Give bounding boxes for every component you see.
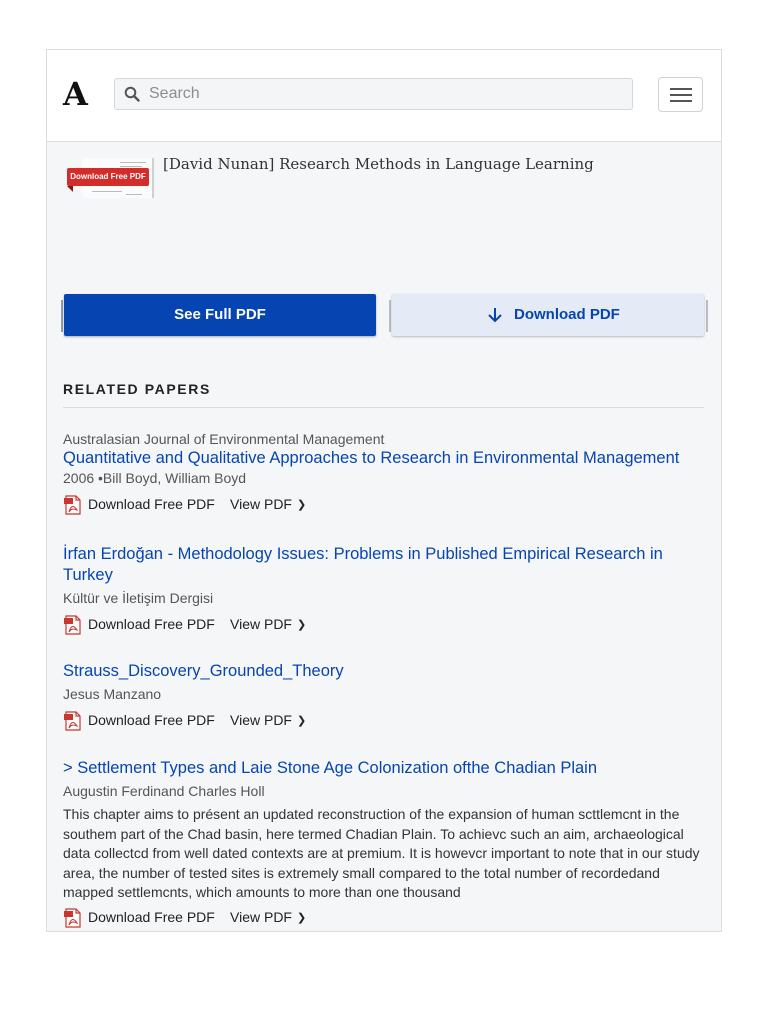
button-edge: [61, 300, 63, 332]
hamburger-menu-icon: [670, 100, 692, 102]
menu-button[interactable]: [658, 77, 703, 112]
search-box[interactable]: [114, 78, 633, 110]
related-paper-item: [63, 661, 708, 732]
pdf-file-icon: [63, 711, 83, 731]
pdf-file-icon: [63, 908, 83, 928]
hamburger-menu-icon: [670, 88, 692, 90]
button-edge: [389, 300, 391, 332]
search-icon: [124, 86, 140, 102]
related-papers-heading: RELATED PAPERS: [63, 381, 211, 397]
search-input[interactable]: [149, 79, 619, 109]
paper-meta: Jesus Manzano: [63, 686, 162, 702]
paper-meta: Augustin Ferdinand Charles Holl: [63, 783, 265, 799]
document-thumbnail[interactable]: [64, 158, 154, 198]
download-free-pdf-link[interactable]: Download Free PDF: [88, 712, 215, 728]
download-free-pdf-link[interactable]: Download Free PDF: [88, 496, 215, 512]
see-full-pdf-button[interactable]: See Full PDF: [64, 294, 376, 336]
document-header: [64, 155, 704, 208]
chevron-right-icon: ❯: [296, 911, 307, 924]
paper-actions: [63, 710, 708, 732]
view-pdf-link[interactable]: [230, 712, 306, 728]
view-pdf-label: View PDF: [230, 616, 292, 632]
related-paper-item: [63, 544, 708, 636]
download-pdf-label: Download PDF: [514, 306, 620, 323]
site-header: [47, 50, 721, 142]
paper-title-link[interactable]: > Settlement Types and Laie Stone Age Colonization ofthe Chadian Plain: [63, 759, 598, 777]
view-pdf-label: View PDF: [230, 712, 292, 728]
download-arrow-icon: [486, 306, 504, 324]
related-paper-item: [63, 430, 708, 516]
paper-meta: 2006 •Bill Boyd, William Boyd: [63, 470, 247, 486]
chevron-right-icon: ❯: [296, 499, 307, 511]
divider: [63, 407, 704, 408]
paper-title-link[interactable]: Quantitative and Qualitative Approaches to Research in Environmental Management: [63, 449, 680, 467]
document-title: [David Nunan] Research Methods in Language Learning: [163, 155, 594, 173]
download-pdf-button[interactable]: [392, 294, 704, 336]
paper-journal: Australasian Journal of Environmental Management: [63, 431, 385, 447]
chevron-right-icon: ❯: [296, 619, 307, 631]
site-logo[interactable]: A: [63, 75, 88, 113]
download-free-pdf-link[interactable]: Download Free PDF: [88, 616, 215, 632]
view-pdf-link[interactable]: [230, 496, 306, 512]
hamburger-menu-icon: [670, 94, 692, 96]
chevron-right-icon: ❯: [296, 715, 307, 727]
badge-ribbon: [67, 186, 73, 192]
page-frame: [46, 49, 722, 932]
paper-actions: [63, 494, 708, 516]
download-free-pdf-link[interactable]: Download Free PDF: [88, 908, 215, 925]
view-pdf-label: View PDF: [230, 908, 292, 925]
paper-title-link[interactable]: Strauss_Discovery_Grounded_Theory: [63, 662, 344, 680]
paper-abstract: This chapter aims to présent an updated reconstruction of the expansion of human scttlemcnt in the southem part of the Chad basin, here termed Chadian Plain. To achievc such an aim, archaeological data collectcd from well dated contexts are at premium. It is howevcr important to note that in our study area, the number of tested sites is extremely small compared to the total number of recordedand mapped settlemcnts, which amounts to more than one thousand: [63, 806, 700, 900]
button-edge: [706, 300, 708, 332]
pdf-file-icon: [63, 495, 83, 515]
paper-meta: Kültür ve İletişim Dergisi: [63, 590, 214, 606]
view-pdf-link[interactable]: [230, 909, 306, 925]
view-pdf-label: View PDF: [230, 496, 292, 512]
related-paper-item: [63, 758, 708, 929]
paper-actions: [63, 614, 708, 636]
pdf-file-icon: [63, 615, 83, 635]
download-free-pdf-badge[interactable]: Download Free PDF: [67, 168, 149, 186]
paper-title-link[interactable]: İrfan Erdoğan - Methodology Issues: Problems in Published Empirical Research in Turkey: [63, 545, 663, 584]
view-pdf-link[interactable]: [230, 616, 306, 632]
paper-actions: [63, 907, 708, 929]
